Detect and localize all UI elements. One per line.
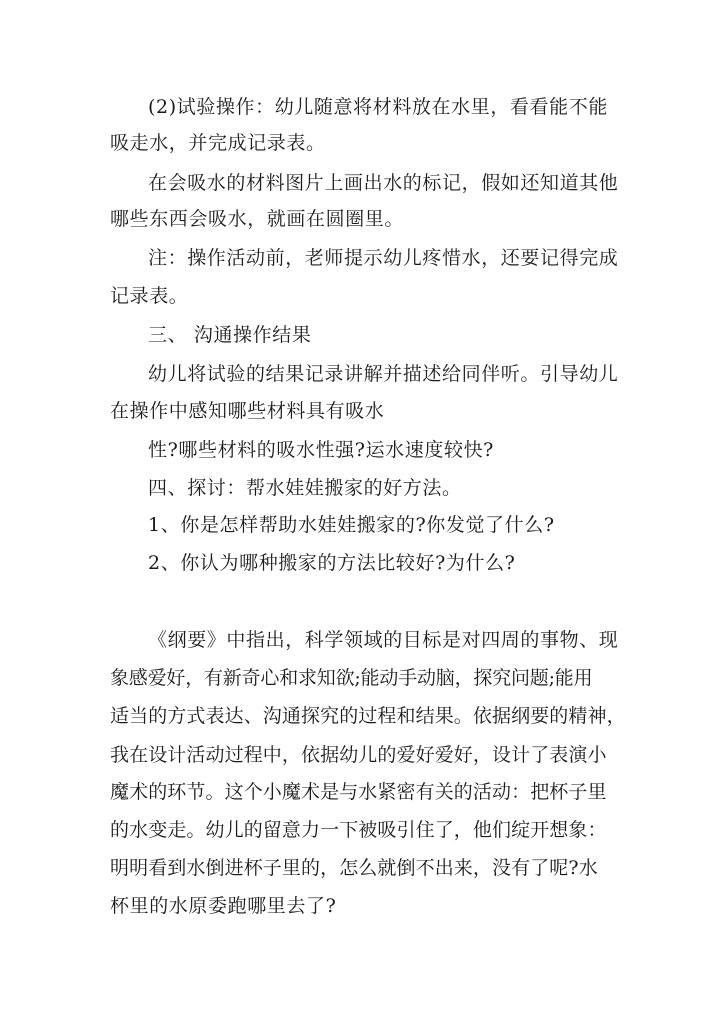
paragraph-line: 在操作中感知哪些材料具有吸水: [110, 400, 385, 422]
paragraph-line: 适当的方式表达、沟通探究的过程和结果。依据纲要的精神，: [110, 705, 626, 727]
paragraph-line: (2)试验操作：幼儿随意将材料放在水里，看看能不能: [148, 96, 608, 118]
list-item: 1、你是怎样帮助水娃娃搬家的?你发觉了什么?: [148, 514, 555, 536]
paragraph-line: 哪些东西会吸水，就画在圆圈里。: [110, 208, 405, 230]
paragraph-line: 记录表。: [110, 285, 189, 307]
paragraph-line: 我在设计活动过程中，依据幼儿的爱好爱好，设计了表演小: [110, 744, 607, 766]
paragraph-line: 幼儿将试验的结果记录讲解并描述给同伴听。引导幼儿: [148, 363, 619, 385]
paragraph-line: 注：操作活动前，老师提示幼儿疼惜水，还要记得完成: [148, 247, 619, 269]
paragraph-line: 在会吸水的材料图片上画出水的标记，假如还知道其他: [148, 172, 619, 194]
paragraph-line: 的水变走。幼儿的留意力一下被吸引住了，他们绽开想象：: [110, 819, 607, 841]
paragraph-line: 性?哪些材料的吸水性强?运水速度较快?: [148, 439, 494, 461]
paragraph-line: 《纲要》中指出，科学领域的目标是对四周的事物、现: [148, 629, 619, 651]
paragraph-line: 象感爱好，有新奇心和求知欲;能动手动脑，探究问题;能用: [110, 667, 593, 689]
section-heading: 三、 沟通操作结果: [148, 324, 312, 346]
section-heading: 四、探讨：帮水娃娃搬家的好方法。: [148, 477, 462, 499]
paragraph-line: 魔术的环节。这个小魔术是与水紧密有关的活动：把杯子里: [110, 781, 607, 803]
paragraph-line: 杯里的水原委跑哪里去了?: [110, 895, 337, 917]
paragraph-line: 吸走水，并完成记录表。: [110, 132, 326, 154]
list-item: 2、你认为哪种搬家的方法比较好?为什么?: [148, 552, 516, 574]
paragraph-line: 明明看到水倒进杯子里的，怎么就倒不出来，没有了呢?水: [110, 857, 598, 879]
